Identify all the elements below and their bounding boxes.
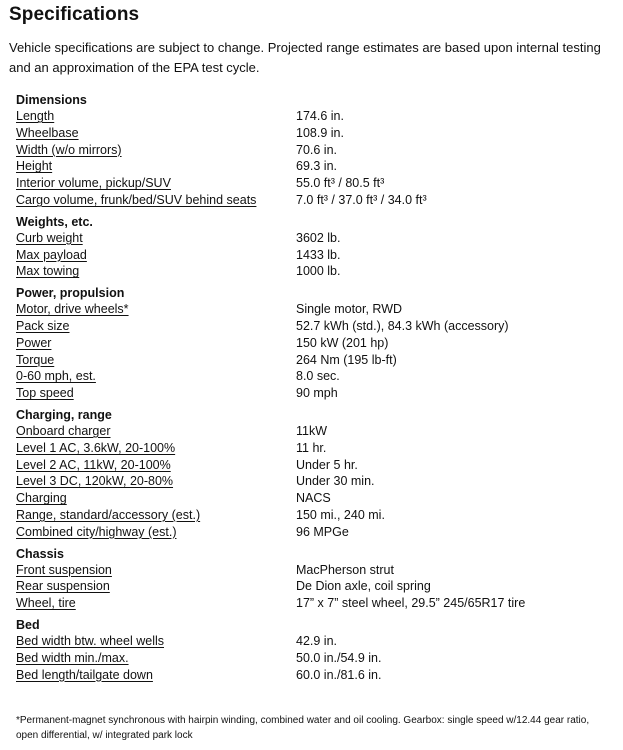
spec-label-link[interactable]: Top speed — [16, 386, 74, 401]
spec-row — [16, 352, 616, 369]
spec-section — [16, 93, 616, 209]
spec-value: 60.0 in./81.6 in. — [296, 667, 382, 682]
spec-row — [16, 507, 616, 524]
spec-row — [16, 578, 616, 595]
spec-row — [16, 175, 616, 192]
spec-value: 70.6 in. — [296, 142, 338, 157]
spec-label-link[interactable]: Height — [16, 159, 53, 174]
spec-value: 69.3 in. — [296, 159, 338, 174]
section-heading: Dimensions — [16, 93, 87, 107]
spec-row — [16, 524, 616, 541]
spec-row — [16, 440, 616, 457]
spec-value: 264 Nm (195 lb-ft) — [296, 352, 397, 367]
spec-value: De Dion axle, coil spring — [296, 579, 431, 594]
spec-section — [16, 286, 616, 402]
spec-label-link[interactable]: Bed width min./max. — [16, 650, 129, 665]
spec-row — [16, 667, 616, 684]
spec-row — [16, 457, 616, 474]
spec-value: 42.9 in. — [296, 633, 338, 648]
spec-value: 7.0 ft³ / 37.0 ft³ / 34.0 ft³ — [296, 192, 427, 207]
spec-value: 11 hr. — [296, 440, 327, 455]
spec-section — [16, 215, 616, 280]
spec-section — [16, 618, 616, 683]
spec-row — [16, 562, 616, 579]
spec-label-link[interactable]: Bed width btw. wheel wells — [16, 633, 164, 648]
spec-row — [16, 633, 616, 650]
spec-row — [16, 335, 616, 352]
spec-row — [16, 423, 616, 440]
spec-value: 150 mi., 240 mi. — [296, 507, 385, 522]
spec-label-link[interactable]: Interior volume, pickup/SUV — [16, 176, 171, 191]
spec-label-link[interactable]: Cargo volume, frunk/bed/SUV behind seats — [16, 192, 257, 207]
spec-label-link[interactable]: Wheelbase — [16, 125, 79, 140]
spec-label-link[interactable]: 0-60 mph, est. — [16, 369, 96, 384]
page-title: Specifications — [9, 4, 140, 25]
spec-label-link[interactable]: Max towing — [16, 264, 80, 279]
spec-value: 17” x 7” steel wheel, 29.5” 245/65R17 tire — [296, 596, 526, 611]
spec-row — [16, 192, 616, 209]
spec-value: 108.9 in. — [296, 125, 344, 140]
spec-row — [16, 125, 616, 142]
spec-value: MacPherson strut — [296, 562, 394, 577]
spec-row — [16, 318, 616, 335]
spec-value: 55.0 ft³ / 80.5 ft³ — [296, 176, 385, 191]
footnote: *Permanent-magnet synchronous with hairpin winding, combined water and oil cooling. Gearbox: single speed w/12.44 gear ratio, open differential, w/ integrated park lock — [16, 715, 590, 741]
spec-value: NACS — [296, 491, 331, 506]
spec-label-link[interactable]: Combined city/highway (est.) — [16, 524, 177, 539]
section-heading: Charging, range — [16, 407, 112, 422]
spec-label-link[interactable]: Level 3 DC, 120kW, 20-80% — [16, 474, 174, 489]
spec-label-link[interactable]: Max payload — [16, 247, 87, 262]
spec-label-link[interactable]: Curb weight — [16, 230, 83, 245]
spec-label-link[interactable]: Charging — [16, 491, 67, 506]
spec-value: 96 MPGe — [296, 524, 349, 539]
spec-value: 150 kW (201 hp) — [296, 335, 389, 350]
spec-value: 1000 lb. — [296, 264, 341, 279]
spec-value: Under 5 hr. — [296, 457, 358, 472]
spec-value: 1433 lb. — [296, 247, 341, 262]
spec-label-link[interactable]: Motor, drive wheels* — [16, 302, 129, 317]
spec-label-link[interactable]: Wheel, tire — [16, 596, 76, 611]
section-heading: Power, propulsion — [16, 286, 125, 301]
spec-value: 11kW — [296, 423, 328, 438]
spec-label-link[interactable]: Pack size — [16, 318, 70, 333]
spec-value: Under 30 min. — [296, 474, 375, 489]
spec-row — [16, 158, 616, 175]
spec-row — [16, 368, 616, 385]
spec-value: 174.6 in. — [296, 109, 344, 123]
spec-label-link[interactable]: Level 2 AC, 11kW, 20-100% — [16, 457, 171, 472]
spec-sheet — [16, 93, 616, 689]
spec-row — [16, 490, 616, 507]
spec-row — [16, 247, 616, 264]
spec-section — [16, 547, 616, 612]
spec-value: 90 mph — [296, 386, 338, 401]
spec-row — [16, 230, 616, 247]
spec-label-link[interactable]: Front suspension — [16, 562, 112, 577]
spec-row — [16, 142, 616, 159]
spec-row — [16, 650, 616, 667]
spec-row — [16, 595, 616, 612]
spec-label-link[interactable]: Length — [16, 109, 55, 123]
spec-value: 8.0 sec. — [296, 369, 340, 384]
spec-value: Single motor, RWD — [296, 302, 403, 317]
spec-row — [16, 473, 616, 490]
section-heading: Bed — [16, 617, 40, 632]
spec-label-link[interactable]: Bed length/tailgate down — [16, 667, 153, 682]
spec-label-link[interactable]: Rear suspension — [16, 579, 110, 594]
spec-value: 50.0 in./54.9 in. — [296, 650, 382, 665]
spec-value: 52.7 kWh (std.), 84.3 kWh (accessory) — [296, 318, 509, 333]
spec-section — [16, 408, 616, 541]
section-heading: Weights, etc. — [16, 214, 93, 229]
intro-paragraph: Vehicle specifications are subject to change. Projected range estimates are based upon internal testing and an approximation of the EPA test cycle. — [9, 40, 601, 75]
spec-label-link[interactable]: Torque — [16, 352, 55, 367]
spec-row — [16, 385, 616, 402]
spec-label-link[interactable]: Width (w/o mirrors) — [16, 142, 122, 157]
spec-row — [16, 108, 616, 125]
spec-value: 3602 lb. — [296, 230, 341, 245]
spec-label-link[interactable]: Onboard charger — [16, 423, 111, 438]
section-heading: Chassis — [16, 546, 64, 561]
spec-label-link[interactable]: Range, standard/accessory (est.) — [16, 507, 201, 522]
spec-label-link[interactable]: Level 1 AC, 3.6kW, 20-100% — [16, 440, 176, 455]
spec-row — [16, 263, 616, 280]
spec-row — [16, 301, 616, 318]
spec-label-link[interactable]: Power — [16, 335, 52, 350]
